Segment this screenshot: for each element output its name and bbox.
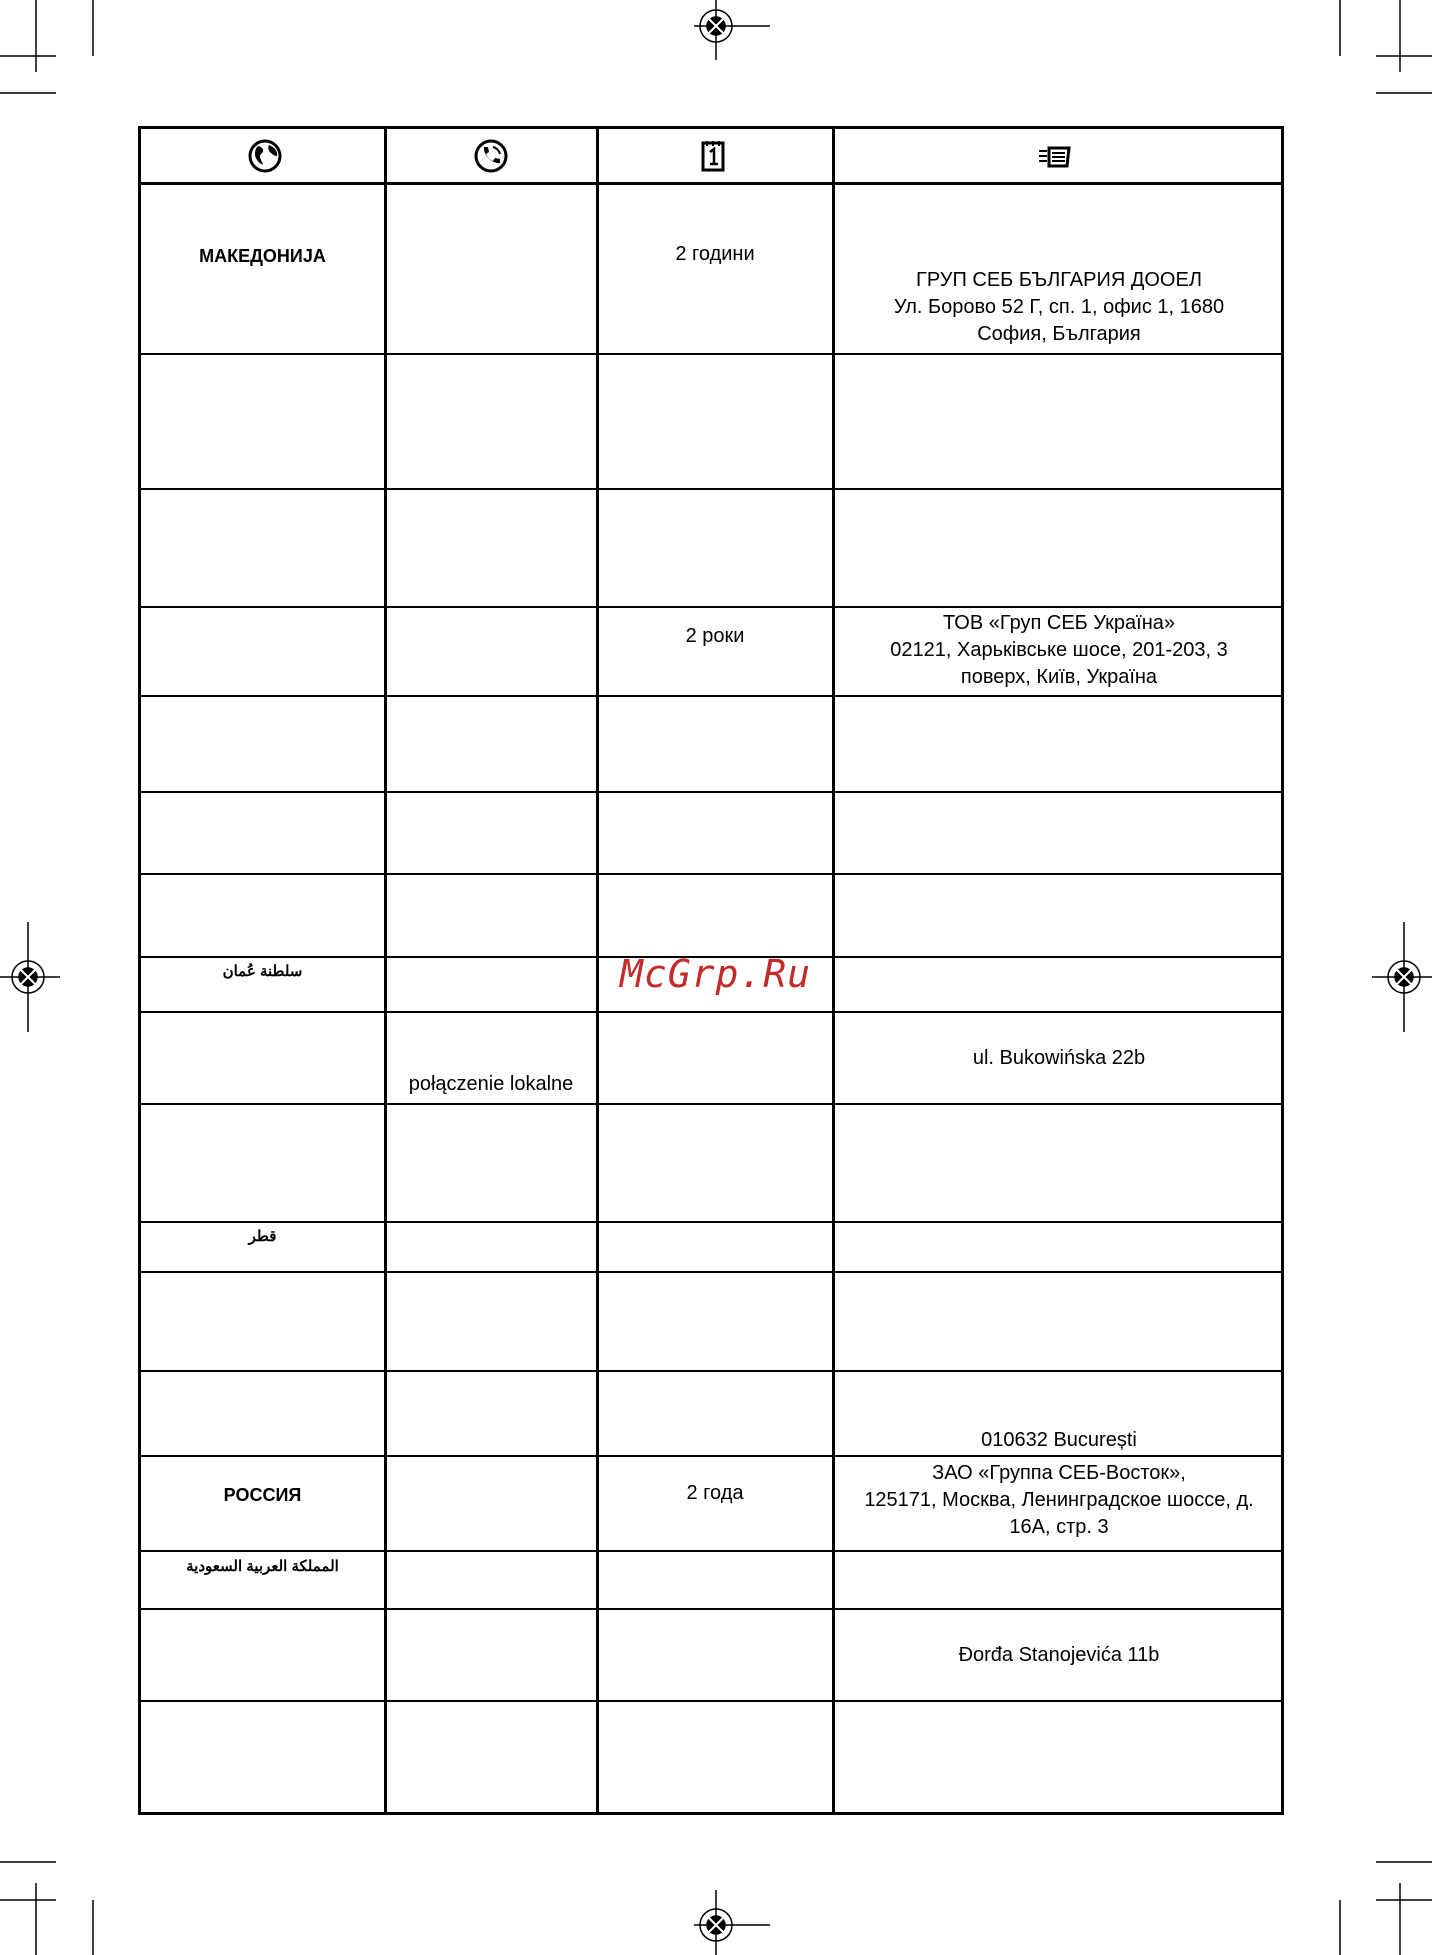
address-line: Ул. Борово 52 Г, сп. 1, офис 1, 1680 xyxy=(893,296,1225,318)
address-line: поверх, Київ, Україна xyxy=(960,666,1158,688)
globe-icon xyxy=(247,138,283,174)
row-divider xyxy=(141,1550,1281,1552)
address-line: ГРУП СЕБ БЪЛГАРИЯ ДООЕЛ xyxy=(916,269,1202,291)
address-line: 125171, Москва, Ленинградское шоссе, д. xyxy=(864,1489,1254,1511)
row-divider xyxy=(141,1271,1281,1273)
registration-target-right xyxy=(1372,922,1432,1032)
column-divider xyxy=(832,129,835,1812)
address-line: София, България xyxy=(977,323,1141,345)
row-divider xyxy=(141,1103,1281,1105)
country-qatar: قطر xyxy=(248,1228,277,1245)
calendar-icon xyxy=(695,138,731,174)
warranty-ukraine: 2 роки xyxy=(685,625,745,647)
registration-target-bottom xyxy=(694,1890,770,1955)
address-serbia: Đorđa Stanojevića 11b xyxy=(958,1644,1160,1666)
country-macedonia: МАКЕДОНИЈА xyxy=(199,246,326,266)
row-divider xyxy=(141,353,1281,355)
address-line: ЗАО «Группа СЕБ-Восток», xyxy=(932,1462,1186,1484)
address-line: ТОВ «Груп СЕБ Україна» xyxy=(942,612,1175,634)
row-divider xyxy=(141,1700,1281,1702)
row-divider xyxy=(141,606,1281,608)
phone-poland: połączenie lokalne xyxy=(408,1073,574,1095)
watermark: McGrp.Ru xyxy=(620,952,812,996)
row-divider xyxy=(141,1370,1281,1372)
column-divider xyxy=(596,129,599,1812)
registration-target-left xyxy=(0,922,60,1032)
row-divider xyxy=(141,1011,1281,1013)
address-romania: 010632 București xyxy=(981,1429,1137,1451)
warranty-russia: 2 года xyxy=(686,1482,744,1504)
country-saudi-arabia: المملكة العربية السعودية xyxy=(186,1558,339,1575)
address-line: 02121, Харьківське шосе, 201-203, 3 xyxy=(890,639,1228,661)
phone-icon xyxy=(473,138,509,174)
country-russia: РОССИЯ xyxy=(223,1485,302,1505)
column-divider xyxy=(384,129,387,1812)
table-header xyxy=(141,129,1281,185)
country-oman: سلطنة عُمان xyxy=(222,963,303,980)
row-divider xyxy=(141,1455,1281,1457)
row-divider xyxy=(141,695,1281,697)
registration-target-top xyxy=(694,0,770,60)
address-ukraine xyxy=(834,610,1284,691)
row-divider xyxy=(141,488,1281,490)
row-divider xyxy=(141,873,1281,875)
address-macedonia xyxy=(834,267,1284,348)
warranty-macedonia: 2 години xyxy=(675,243,755,265)
address-line: 16А, стр. 3 xyxy=(1009,1516,1109,1538)
address-icon xyxy=(1037,138,1073,174)
address-poland: ul. Bukowińska 22b xyxy=(972,1047,1146,1069)
row-divider xyxy=(141,1608,1281,1610)
row-divider xyxy=(141,791,1281,793)
address-russia xyxy=(834,1460,1284,1541)
